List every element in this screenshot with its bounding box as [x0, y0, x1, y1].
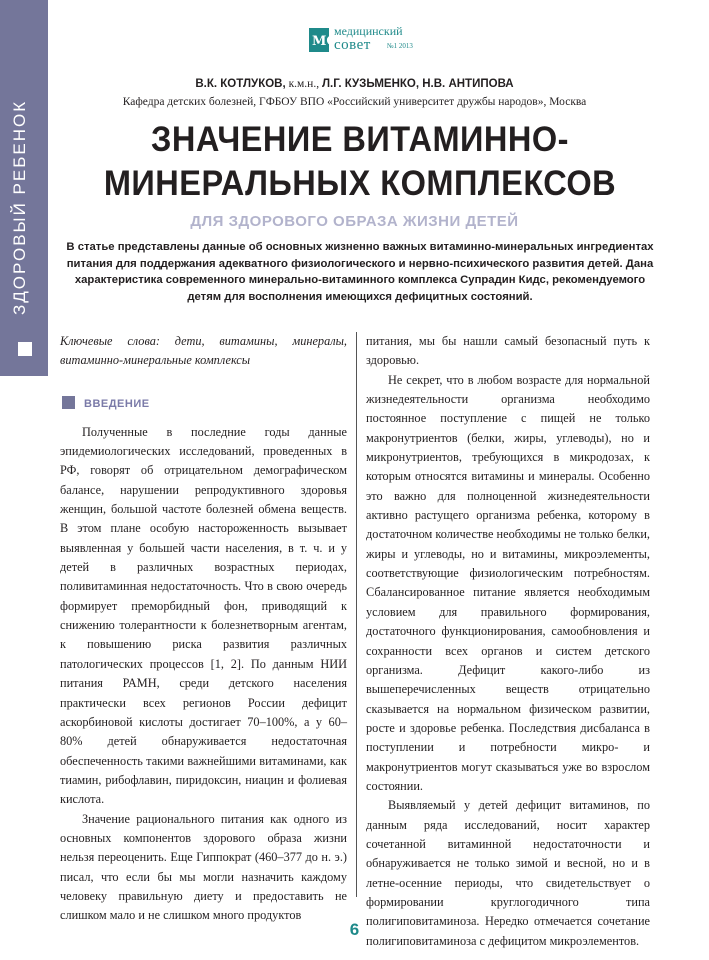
column-right [366, 332, 650, 951]
intro-heading [60, 393, 347, 413]
authors-rest: Л.Г. КУЗЬМЕНКО, Н.В. АНТИПОВА [321, 78, 514, 90]
title-line-2: МИНЕРАЛЬНЫХ КОМПЛЕКСОВ [103, 164, 617, 203]
paragraph: питания, мы бы нашли самый безопасный путь к здоровью. [366, 334, 650, 368]
authors-line [0, 78, 709, 90]
logo-text-bottom: совет [334, 37, 371, 53]
authors-main: В.К. КОТЛУКОВ, [195, 78, 286, 90]
column-divider [356, 332, 357, 897]
paragraph: Полученные в последние годы данные эпидемиологических исследований, проведенных в РФ, говорят об отрицательном демографическом балансе, нарушении репродуктивного здоровья женщин, большой частоте болезней обмена веществ. В этом плане особую настороженность вызывает выявленная у большей части населения, в т. ч. и у детей в различных возрастных периодах, поливитаминная недостаточность. Что в свою очередь формирует преморбидный фон, приводящий к снижению толерантности к болезнетворным агентам, к повышению риска развития различных патологических процессов [1, 2]. По данным НИИ питания РАМН, среди детского населения практически всех регионов России дефицит аскорбиновой кислоты достигает 70–100%, а у 60–80% детей обнаруживается недостаточная обеспеченность такими важнейшими витаминами, как тиамин, рибофлавин, пиридоксин, ниацин и фолиевая кислота. [60, 424, 347, 807]
logo-issue: №1 2013 [387, 42, 413, 50]
heading-square-marker [62, 396, 75, 409]
paragraph: Значение рационального питания как одного из основных компонентов здорового образа жизни нельзя переоценить. Еще Гиппократ (460–377 до н. э.) писал, что если бы мы могли назначить каждому человеку правильную диету и предоставить не слишком мало и не слишком много продуктов [60, 811, 347, 923]
journal-logo [309, 24, 419, 56]
sidebar-square-marker [18, 342, 32, 356]
keywords: Ключевые слова: дети, витамины, минералы, витаминно-минеральные комплексы [60, 334, 347, 368]
abstract: В статье представлены данные об основных жизненно важных витаминно-минеральных ингредиентах питания для поддержания адекватного физиологического и нервно-психического развития детей. Дана характеристика современного минерально-витаминного комплекса Супрадин Кидс, рекомендуемого детям для восполнения имеющихся дефицитных состояний. [66, 241, 654, 303]
section-sidebar [0, 0, 48, 376]
column-left [60, 332, 347, 926]
logo-mark-box [309, 28, 337, 52]
article-subtitle: ДЛЯ ЗДОРОВОГО ОБРАЗА ЖИЗНИ ДЕТЕЙ [190, 213, 519, 230]
section-label: ЗДОРОВЫЙ РЕБЕНОК [10, 99, 29, 315]
authors-degree: к.м.н., [285, 78, 322, 90]
page-number: 6 [349, 920, 360, 939]
article-title [81, 118, 639, 206]
paragraph: Не секрет, что в любом возрасте для нормальной жизнедеятельности организма необходимо постоянное поступление с пищей не только макронутриентов (белки, жиры, углеводы), но и микронутриентов, требующихся в микродозах, к которым относятся витамины и минералы. Особенно это важно для полноценной жизнедеятельности активно растущего организма ребенка, которому в достаточном количестве необходимы не только белки, жиры и углеводы, но и витамины, микроэлементы, соответствующие физиологическим потребностям. Сбалансированное питание является необходимым условием для правильного формирования, достаточного функционирования, самообновления и сохранности всех органов и систем детского организма. Дефицит какого-либо из вышеперечисленных веществ отрицательно сказывается на нормальном физическом развитии, росте и здоровье ребенка. Последствия дисбаланса в поступлении и потребности микро- и макронутриентов могут сказываться уже во взрослом состоянии. [366, 372, 650, 793]
logo-mark: MC [312, 34, 337, 49]
affiliation: Кафедра детских болезней, ГФБОУ ВПО «Российский университет дружбы народов», Москва [122, 96, 587, 108]
paragraph: Выявляемый у детей дефицит витаминов, по данным ряда исследований, носит характер сочетанной витаминной недостаточности и обнаруживается не только зимой и весной, но и в летне-осенние периоды, что свидетельствует о формировании круглогодичного типа полигиповитаминоза. Нередко отмечается сочетание полигиповитаминоза с дефицитом микроэлементов. [366, 798, 650, 948]
logo-text-top: медицинский [334, 24, 403, 38]
intro-heading-label: ВВЕДЕНИЕ [84, 397, 150, 410]
title-line-1: ЗНАЧЕНИЕ ВИТАМИННО- [151, 120, 569, 159]
